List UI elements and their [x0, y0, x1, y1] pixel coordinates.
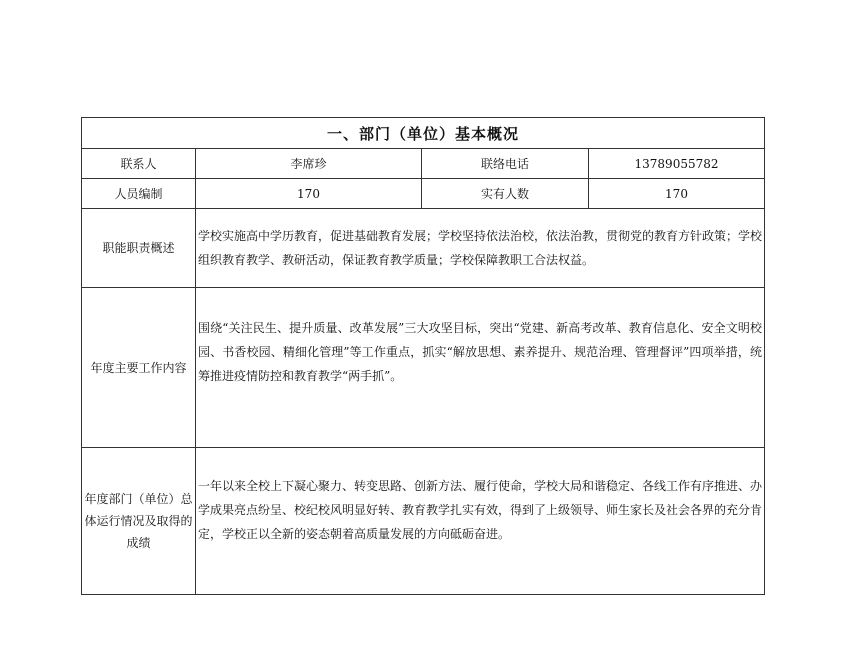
duties-label: 职能职责概述: [82, 209, 196, 288]
phone-value: 13789055782: [589, 149, 765, 179]
duties-text: 学校实施高中学历教育，促进基础教育发展；学校坚持依法治校，依法治教，贯彻党的教育方针政策；学校组织教育教学、教研活动，保证教育教学质量；学校保障教职工合法权益。: [196, 209, 765, 288]
results-label: 年度部门（单位）总体运行情况及取得的成绩: [82, 448, 196, 595]
actual-staff-value: 170: [589, 179, 765, 209]
annual-work-label: 年度主要工作内容: [82, 288, 196, 448]
basic-info-table: [81, 117, 765, 595]
annual-work-text: 围绕“关注民生、提升质量、改革发展”三大攻坚目标，突出“党建、新高考改革、教育信息化、安全文明校园、书香校园、精细化管理”等工作重点，抓实“解放思想、素养提升、规范治理、管理督评”四项举措，统筹推进疫情防控和教育教学“两手抓”。: [196, 288, 765, 448]
contact-label: 联系人: [82, 149, 196, 179]
staff-row: [82, 179, 765, 209]
results-row: [82, 448, 765, 595]
contact-row: [82, 149, 765, 179]
actual-staff-label: 实有人数: [422, 179, 589, 209]
annual-work-row: [82, 288, 765, 448]
contact-value: 李席珍: [196, 149, 422, 179]
staff-quota-label: 人员编制: [82, 179, 196, 209]
phone-label: 联络电话: [422, 149, 589, 179]
title-row: [82, 118, 765, 149]
results-text: 一年以来全校上下凝心聚力、转变思路、创新方法、履行使命，学校大局和谐稳定、各线工作有序推进、办学成果亮点纷呈、校纪校风明显好转、教育教学扎实有效，得到了上级领导、师生家长及社会各界的充分肯定，学校正以全新的姿态朝着高质量发展的方向砥砺奋进。: [196, 448, 765, 595]
duties-row: [82, 209, 765, 288]
section-title: 一、部门（单位）基本概况: [82, 118, 765, 149]
staff-quota-value: 170: [196, 179, 422, 209]
